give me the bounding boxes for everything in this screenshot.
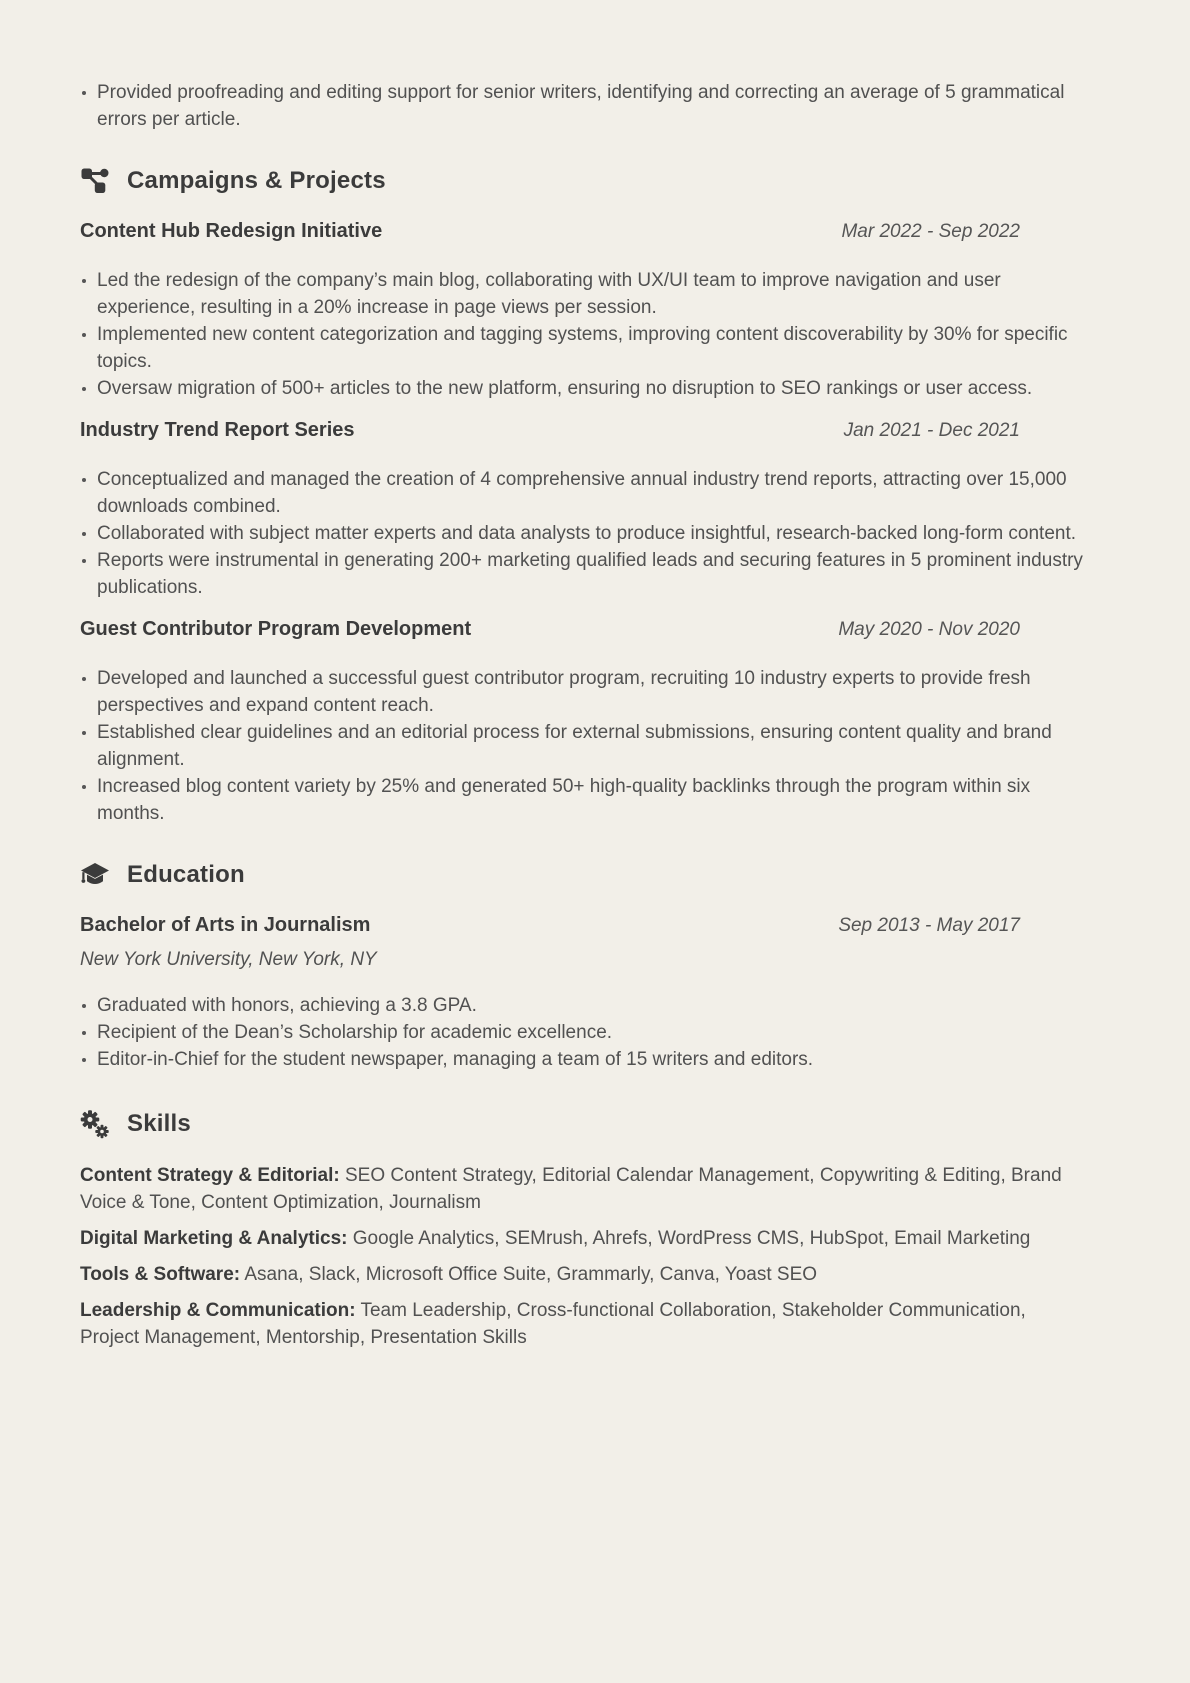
item-dates: Jan 2021 - Dec 2021 — [843, 420, 1020, 441]
item-title: Industry Trend Report Series — [80, 419, 355, 441]
item-head — [80, 911, 1090, 940]
project-item — [80, 615, 1090, 827]
item-head — [80, 416, 1090, 445]
school-name: New York University, New York, NY — [80, 949, 377, 970]
bullet-item: Increased blog content variety by 25% and generated 50+ high-quality backlinks through the program within six months. — [80, 773, 1090, 827]
bullet-item: Implemented new content categorization and tagging systems, improving content discoverability by 30% for specific topics. — [80, 321, 1090, 375]
item-head — [80, 217, 1090, 246]
section-header-education — [80, 860, 1090, 890]
section-title: Skills — [127, 1110, 191, 1137]
bullet-item: Recipient of the Dean’s Scholarship for academic excellence. — [80, 1019, 1090, 1046]
item-dates: May 2020 - Nov 2020 — [838, 619, 1020, 640]
degree-title: Bachelor of Arts in Journalism — [80, 914, 371, 936]
education-item — [80, 911, 1090, 1073]
section-header-campaigns — [80, 166, 1090, 196]
project-item — [80, 217, 1090, 402]
skill-group-value: Google Analytics, SEMrush, Ahrefs, WordPress CMS, HubSpot, Email Marketing — [352, 1228, 1031, 1249]
graduation-cap-icon — [80, 862, 110, 889]
item-title: Content Hub Redesign Initiative — [80, 220, 383, 242]
bullet-item: Established clear guidelines and an editorial process for external submissions, ensuring content quality and brand alignment. — [80, 719, 1090, 773]
skill-group-value: Asana, Slack, Microsoft Office Suite, Grammarly, Canva, Yoast SEO — [244, 1264, 818, 1285]
bullet-item: Editor-in-Chief for the student newspaper, managing a team of 15 writers and editors. — [80, 1046, 1090, 1073]
share-nodes-icon — [80, 168, 110, 194]
skill-group-label: Leadership & Communication: — [80, 1300, 356, 1321]
skill-group — [80, 1297, 1090, 1351]
item-bullet-list — [80, 992, 1090, 1073]
item-title: Guest Contributor Program Development — [80, 618, 472, 640]
skill-group — [80, 1162, 1090, 1216]
bullet-item: Collaborated with subject matter experts and data analysts to produce insightful, research-backed long-form content. — [80, 520, 1090, 547]
bullet-item: Graduated with honors, achieving a 3.8 GPA. — [80, 992, 1090, 1019]
bullet-item: Reports were instrumental in generating 200+ marketing qualified leads and securing features in 5 prominent industry publications. — [80, 547, 1090, 601]
gears-icon — [80, 1110, 110, 1139]
bullet-item: Developed and launched a successful guest contributor program, recruiting 10 industry experts to provide fresh perspectives and expand content reach. — [80, 665, 1090, 719]
section-title: Education — [127, 861, 245, 888]
bullet-item: Provided proofreading and editing support for senior writers, identifying and correcting an average of 5 grammatical errors per article. — [80, 79, 1090, 133]
skill-group-label: Content Strategy & Editorial: — [80, 1165, 340, 1186]
section-title: Campaigns & Projects — [127, 167, 386, 194]
item-dates: Mar 2022 - Sep 2022 — [841, 221, 1020, 242]
item-dates: Sep 2013 - May 2017 — [838, 915, 1020, 936]
continued-bullet-list — [80, 79, 1090, 133]
item-bullet-list — [80, 267, 1090, 402]
skill-group-label: Digital Marketing & Analytics: — [80, 1228, 348, 1249]
item-head — [80, 615, 1090, 644]
skill-group-value: SEO Content Strategy, Editorial Calendar Management, Copywriting & Editing, Brand Voice & Tone, Content Optimization, Journalism — [80, 1165, 1062, 1213]
bullet-item: Conceptualized and managed the creation of 4 comprehensive annual industry trend reports, attracting over 15,000 downloads combined. — [80, 466, 1090, 520]
section-header-skills — [80, 1109, 1090, 1139]
project-item — [80, 416, 1090, 601]
bullet-item: Led the redesign of the company’s main blog, collaborating with UX/UI team to improve navigation and user experience, resulting in a 20% increase in page views per session. — [80, 267, 1090, 321]
skill-group — [80, 1261, 1090, 1288]
item-bullet-list — [80, 665, 1090, 827]
item-bullet-list — [80, 466, 1090, 601]
skill-group-label: Tools & Software: — [80, 1264, 241, 1285]
bullet-item: Oversaw migration of 500+ articles to the new platform, ensuring no disruption to SEO rankings or user access. — [80, 375, 1090, 402]
skill-group-value: Team Leadership, Cross-functional Collaboration, Stakeholder Communication, Project Management, Mentorship, Presentation Skills — [80, 1300, 1026, 1348]
skill-group — [80, 1225, 1090, 1252]
